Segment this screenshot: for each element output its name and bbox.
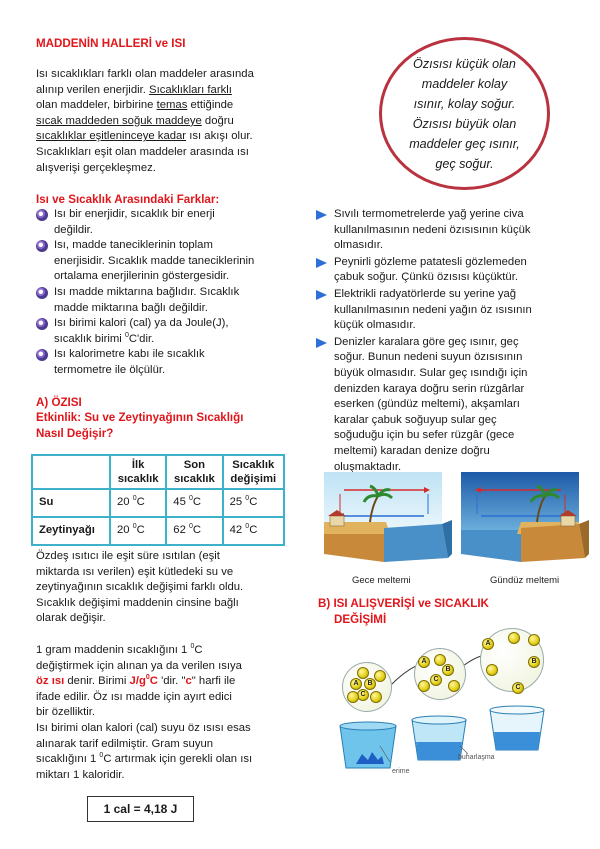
- arrow-bullet-icon: [316, 338, 327, 348]
- spiral-bullet-icon: [36, 318, 48, 330]
- list-item: Isı, madde taneciklerinin toplam enerjisidir. Sıcaklık madde taneciklerinin ortalama enerjilerinin göstergesidir.: [36, 238, 298, 285]
- intro-paragraph: Isı sıcaklıkları farklı olan maddeler arasında alınıp verilen enerjidir. Sıcaklıkları farklı olan maddeler, birbirine temas ettiğinde sıcak maddeden soğuk maddeye doğru sıcaklıklar eşitleninceye kadar ısı akışı olur. Sıcaklıkları eşit olan maddeler arasında ısı alışverişi gerçekleşmez.: [36, 68, 254, 174]
- specific-heat-paragraph: 1 gram maddenin sıcaklığını 1 $^0$C değiştirmek için alınan ya da verilen ısıya öz ısı denir. Birimi $J/g^0C$ 'dir. "c" harfi ile ifade edilir. Öz ısı madde için ayırt edici bir özelliktir. Isı birimi olan kalori (cal) suyu öz ısısı esas alınarak tarif edilmiştir. Gram suyun sıcaklığını 1 $^0$C artırmak için gerekli olan ısı miktarı 1 kaloridir.: [36, 643, 253, 781]
- applications-list: [316, 207, 578, 475]
- differences-heading: Isı ve Sıcaklık Arasındaki Farklar:: [36, 193, 220, 206]
- list-item: Isı madde miktarına bağlıdır. Sıcaklık madde miktarına bağlı değildir.: [36, 285, 298, 316]
- particle-a: A: [350, 678, 362, 690]
- list-item: Peynirli gözleme patatesli gözlemeden çabuk soğur. Çünkü özısısı küçüktür.: [316, 255, 578, 286]
- table-row: Zeytinyağı 20 $^0$C 62 $^0$C 42 $^0$C: [32, 517, 284, 545]
- particle: [370, 691, 382, 703]
- spiral-bullet-icon: [36, 287, 48, 299]
- particle-b: B: [442, 664, 454, 676]
- list-item: Denizler karalara göre geç ısınır, geç soğur. Bunun nedeni suyun özısısının büyük olmasıdır. Sular geç ısındığı için denizden karaya doğru serin rüzgârlar eserken (gündüz meltemi), akşamları karalar çabuk soğuyup sular geç soğuduğu için bu sefer rüzgâr (gece meltemi) karadan denize doğru oluşmaktadır.: [316, 335, 578, 475]
- page-title: MADDENİN HALLERİ ve ISI: [36, 37, 186, 50]
- particle-c: C: [430, 674, 442, 686]
- heat-exchange-diagram: [330, 628, 580, 778]
- section-b-heading: B) ISI ALIŞVERİŞİ ve SICAKLIK DEĞİŞİMİ: [318, 597, 489, 626]
- list-item: Elektrikli radyatörlerde su yerine yağ kullanılmasının nedeni yağın öz ısısının küçük olmasıdır.: [316, 287, 578, 334]
- melting-label: erime: [392, 768, 410, 775]
- particle: [528, 634, 540, 646]
- particle: [374, 670, 386, 682]
- particle-b: B: [528, 656, 540, 668]
- spiral-bullet-icon: [36, 349, 48, 361]
- table-row: Su 20 $^0$C 45 $^0$C 25 $^0$C: [32, 489, 284, 517]
- observation-paragraph: Özdeş ısıtıcı ile eşit süre ısıtılan (eşit miktarda ısı verilen) eşit kütledeki su ve zeytinyağının sıcaklık değişimi farklı oldu. Sıcaklık değişimi maddenin cinsine bağlı olarak değişir.: [36, 550, 244, 625]
- list-item: Sıvılı termometrelerde yağ yerine civa kullanılmasının nedeni özısısının küçük olmasıdır.: [316, 207, 578, 254]
- particle-a: A: [482, 638, 494, 650]
- specific-heat-note-circle: Özısısı küçük olan maddeler kolay ısınır, kolay soğur. Özısısı büyük olan maddeler geç ısınır, geç soğur.: [379, 37, 550, 190]
- temperature-table: [31, 454, 285, 546]
- particle: [434, 654, 446, 666]
- particle: [347, 691, 359, 703]
- arrow-bullet-icon: [316, 290, 327, 300]
- night-breeze-caption: Gece meltemi: [352, 575, 411, 586]
- particle-c: C: [357, 689, 369, 701]
- particle-b: B: [364, 678, 376, 690]
- activity-title: Etkinlik: Su ve Zeytinyağının Sıcaklığı Nasıl Değişir?: [36, 411, 244, 440]
- list-item: Isı birimi kalori (cal) ya da Joule(J), sıcaklık birimi $^0$C'dir.: [36, 316, 298, 347]
- section-a-heading: A) ÖZISI: [36, 396, 82, 409]
- day-breeze-caption: Gündüz meltemi: [490, 575, 560, 586]
- particle: [448, 680, 460, 692]
- particle: [486, 664, 498, 676]
- arrow-bullet-icon: [316, 258, 327, 268]
- header-final-temp: Son sıcaklık: [166, 455, 222, 489]
- particle: [418, 680, 430, 692]
- header-initial-temp: İlk sıcaklık: [110, 455, 166, 489]
- list-item: Isı bir enerjidir, sıcaklık bir enerji değildir.: [36, 207, 298, 238]
- evaporation-label: buharlaşma: [458, 754, 495, 761]
- particle-c: C: [512, 682, 524, 694]
- day-breeze-illustration: [461, 472, 589, 566]
- spiral-bullet-icon: [36, 209, 48, 221]
- calorie-formula-box: 1 cal = 4,18 J: [87, 796, 194, 822]
- header-temp-change: Sıcaklık değişimi: [223, 455, 284, 489]
- particle: [357, 667, 369, 679]
- particle-a: A: [418, 656, 430, 668]
- particle: [508, 632, 520, 644]
- list-item: Isı kalorimetre kabı ile sıcaklık termometre ile ölçülür.: [36, 347, 298, 378]
- spiral-bullet-icon: [36, 240, 48, 252]
- night-breeze-illustration: [324, 472, 452, 566]
- arrow-bullet-icon: [316, 210, 327, 220]
- differences-list: [36, 207, 298, 379]
